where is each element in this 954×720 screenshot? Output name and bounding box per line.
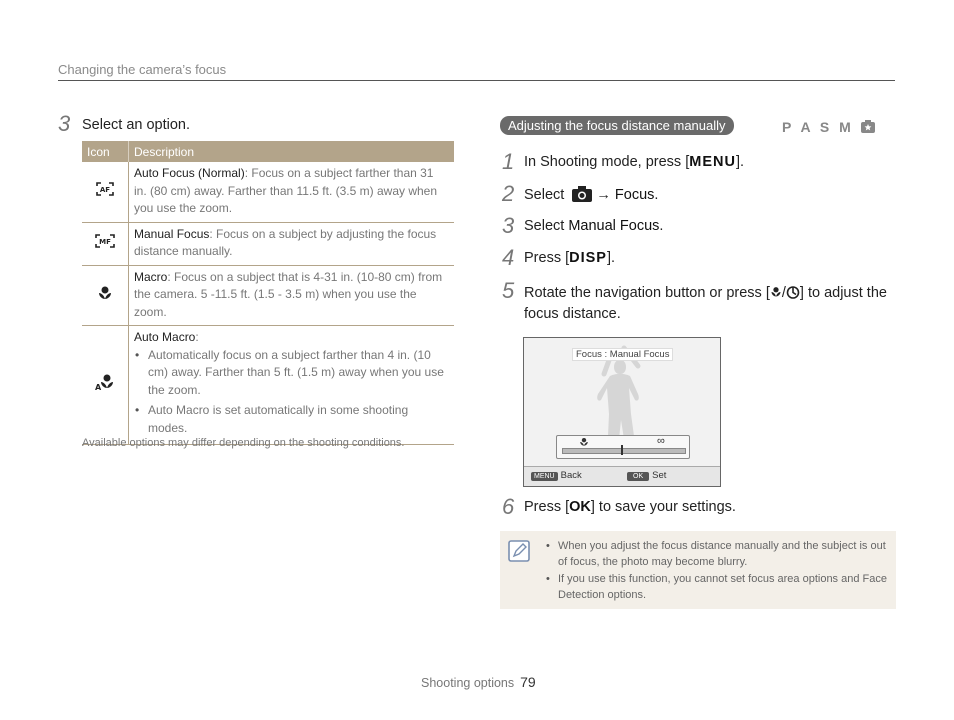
step-number: 6 bbox=[502, 494, 515, 519]
svg-text:AF: AF bbox=[99, 186, 111, 194]
focus-options-table bbox=[82, 141, 454, 445]
macro-icon bbox=[579, 437, 589, 447]
manual-focus-icon bbox=[82, 222, 129, 265]
step-text: In Shooting mode, press [MENU]. bbox=[524, 154, 745, 170]
step-number: 2 bbox=[502, 181, 515, 206]
table-row bbox=[82, 326, 454, 445]
step-text: Select → Focus. bbox=[524, 187, 659, 203]
step-number: 5 bbox=[502, 278, 515, 303]
list-item: • Automatically focus on a subject farther than 4 in. (10 cm) away. Farther than 5 ft. (1.5 m) away when you use the zoom. bbox=[148, 347, 449, 400]
table-header-icon: Icon bbox=[82, 141, 129, 162]
page-number: 79 bbox=[520, 674, 536, 690]
infinity-label: ∞ bbox=[657, 435, 665, 447]
scene-mode-icon bbox=[861, 120, 875, 133]
step-number: 3 bbox=[502, 213, 515, 238]
table-cell: Auto Focus (Normal): Focus on a subject farther than 31 in. (80 cm) away. Farther than 11.5 ft. (3.5 m) away when you use the zoom. bbox=[129, 162, 455, 222]
ok-key: OK bbox=[569, 499, 591, 515]
table-header-description: Description bbox=[129, 141, 455, 162]
section-title-badge: Adjusting the focus distance manually bbox=[500, 116, 734, 135]
note-box bbox=[500, 531, 896, 609]
step-number: 3 bbox=[58, 111, 71, 136]
step-text: Press [OK] to save your settings. bbox=[524, 499, 736, 515]
step-number: 4 bbox=[502, 245, 515, 270]
note-pencil-icon bbox=[508, 540, 530, 562]
footer-section: Shooting options bbox=[421, 676, 515, 690]
svg-text:A: A bbox=[95, 383, 102, 392]
camera-icon bbox=[572, 186, 592, 202]
table-row bbox=[82, 162, 454, 222]
header-divider bbox=[58, 80, 895, 81]
focus-distance-slider[interactable] bbox=[556, 435, 690, 459]
auto-macro-icon bbox=[82, 326, 129, 445]
table-cell: Macro: Focus on a subject that is 4-31 in. (10-80 cm) from the camera. 5 -11.5 ft. (1.5 - 3.5 m) when you use the zoom. bbox=[129, 265, 455, 326]
svg-text:MF: MF bbox=[99, 237, 111, 246]
step-number: 1 bbox=[502, 149, 515, 174]
back-control[interactable]: MENU Back bbox=[531, 470, 582, 481]
list-item: • If you use this function, you cannot set focus area options and Face Detection options. bbox=[558, 571, 896, 603]
table-footnote: Available options may differ depending on the shooting conditions. bbox=[82, 437, 405, 449]
step-text: Rotate the navigation button or press [ / ] to adjust the focus distance. bbox=[524, 285, 887, 322]
table-row bbox=[82, 265, 454, 326]
page-footer bbox=[421, 674, 536, 690]
table-cell: Manual Focus: Focus on a subject by adjusting the focus distance manually. bbox=[129, 222, 455, 265]
screen-label: Focus : Manual Focus bbox=[572, 348, 673, 361]
macro-icon bbox=[82, 265, 129, 326]
list-item: • Auto Macro is set automatically in some shooting modes. bbox=[148, 402, 449, 437]
disp-key: DISP bbox=[569, 250, 607, 266]
self-timer-icon bbox=[786, 285, 800, 299]
page-header-title: Changing the camera’s focus bbox=[58, 62, 227, 77]
screen-bottom-bar bbox=[524, 466, 720, 487]
camera-screen-preview bbox=[523, 337, 721, 487]
step-text: Press [DISP]. bbox=[524, 250, 616, 266]
shooting-modes: P A S M bbox=[782, 119, 875, 135]
macro-icon bbox=[770, 285, 782, 299]
table-row bbox=[82, 222, 454, 265]
slider-track bbox=[562, 448, 686, 454]
af-normal-icon bbox=[82, 162, 129, 222]
table-header-row bbox=[82, 141, 454, 162]
menu-key: MENU bbox=[689, 154, 736, 170]
set-control[interactable]: OK Set bbox=[627, 470, 666, 481]
step-text: Select Manual Focus. bbox=[524, 218, 664, 234]
step-text: Select an option. bbox=[82, 117, 191, 133]
list-item: • When you adjust the focus distance manually and the subject is out of focus, the photo may become blurry. bbox=[558, 538, 896, 570]
slider-handle[interactable] bbox=[621, 445, 623, 455]
table-cell: Auto Macro: • Automatically focus on a subject farther than 4 in. (10 cm) away. Farther than 5 ft. (1.5 m) away when you use the zoom. • Auto Macro is set automatically in some shooting modes. bbox=[129, 326, 455, 445]
